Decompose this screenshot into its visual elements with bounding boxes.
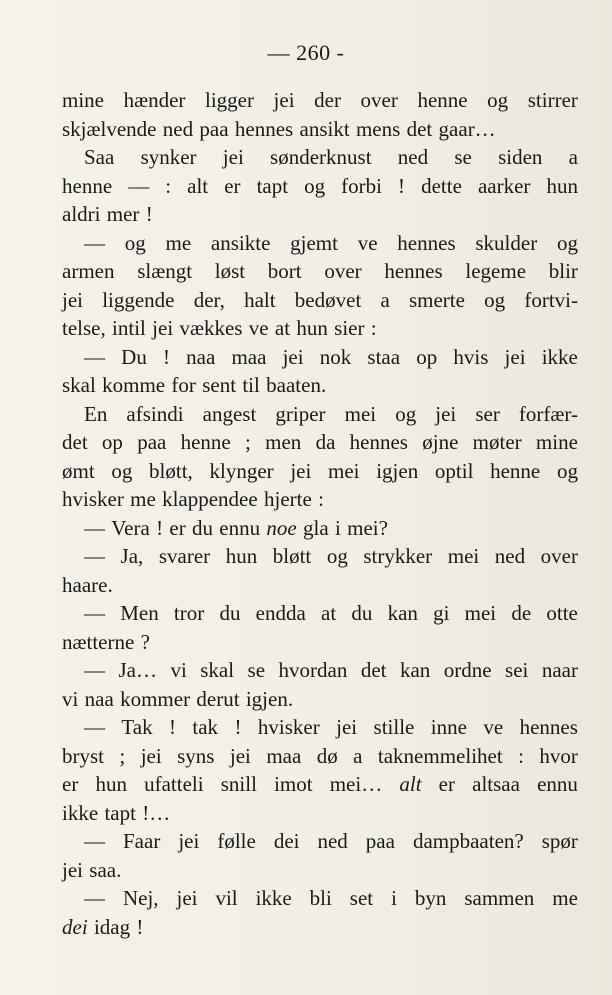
text-line: En afsindi angest griper mei og jei ser forfær- xyxy=(84,401,578,426)
text-line: aldri mer ! xyxy=(62,202,153,226)
text-line: jei saa. xyxy=(62,857,122,882)
text-line: nætterne ? xyxy=(62,629,150,654)
text-line: — Ja… vi skal se hvordan det kan ordne sei naar xyxy=(84,658,578,682)
text-line: skal komme for sent til baaten. xyxy=(62,373,327,397)
body-text xyxy=(62,86,578,941)
text-line: mine hænder ligger jei der over henne og stirrer xyxy=(62,88,578,112)
text-line: — Men tror du endda at du kan gi mei de otte xyxy=(84,601,578,625)
text-line: — Tak ! tak ! hvisker jei stille inne ve hennes xyxy=(84,715,578,739)
text-line: er hun ufatteli snill imot mei… alt er altsaa ennu xyxy=(62,772,578,796)
text-line: telse, intil jei vækkes ve at hun sier : xyxy=(62,316,377,340)
text-line: ikke tapt !… xyxy=(62,800,171,825)
text-line: vi naa kommer derut igjen. xyxy=(62,686,294,711)
text-line: — Faar jei følle dei ned paa dampbaaten? spør xyxy=(84,829,578,853)
text-line: — og me ansikte gjemt ve hennes skulder og xyxy=(84,230,578,255)
text-line: dei idag ! xyxy=(62,914,144,939)
text-line: ømt og bløtt, klynger jei mei igjen optil henne og xyxy=(62,458,578,483)
text-line: henne — : alt er tapt og forbi ! dette aarker hun xyxy=(62,173,578,198)
text-line: bryst ; jei syns jei maa dø a taknemmelihet : hvor xyxy=(62,743,578,768)
text-line: Saa synker jei sønderknust ned se siden a xyxy=(84,145,578,169)
text-line: skjælvende ned paa hennes ansikt mens det gaar… xyxy=(62,116,496,141)
text-line: — Du ! naa maa jei nok staa op hvis jei ikke xyxy=(84,344,578,369)
text-line: — Vera ! er du ennu noe gla i mei? xyxy=(84,515,388,540)
text-line: haare. xyxy=(62,572,113,597)
text-line: det op paa henne ; men da hennes øjne møter mine xyxy=(62,430,578,454)
text-line: hvisker me klappendee hjerte : xyxy=(62,487,324,511)
text-line: — Nej, jei vil ikke bli set i byn sammen me xyxy=(84,886,578,910)
text-line: jei liggende der, halt bedøvet a smerte og fortvi- xyxy=(62,287,578,312)
text-line: — Ja, svarer hun bløtt og strykker mei ned over xyxy=(84,544,578,568)
text-line: armen slængt løst bort over hennes legeme blir xyxy=(62,259,578,283)
page-number: — 260 - xyxy=(267,40,345,65)
